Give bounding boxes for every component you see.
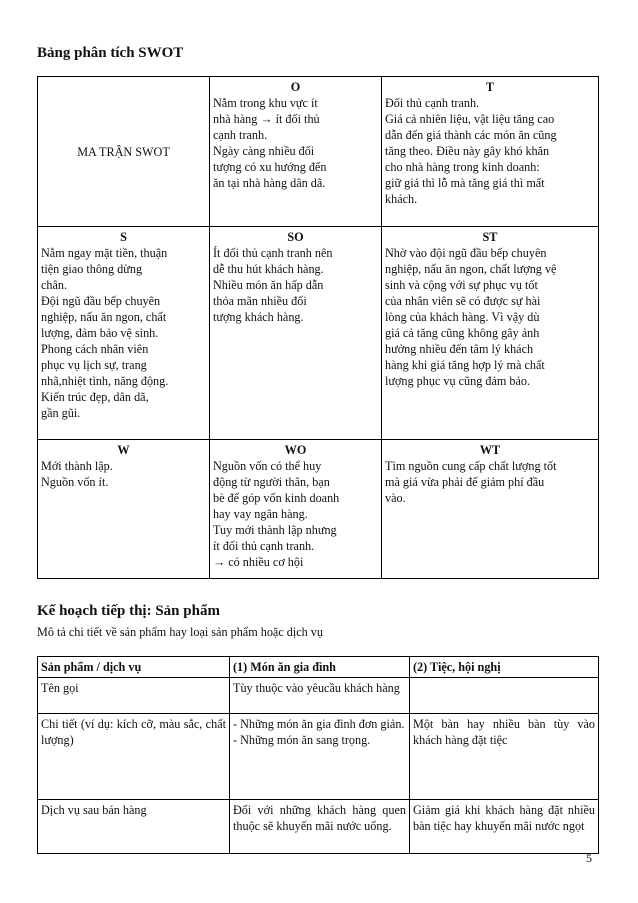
wo-cell: [210, 440, 382, 579]
threats-line: dẫn đến giá thành các món ăn cũng: [385, 128, 557, 142]
table-row: [38, 714, 599, 800]
so-line: dễ thu hút khách hàng.: [213, 262, 324, 276]
weaknesses-line: Mới thành lập.: [41, 459, 113, 473]
swot-matrix-table: [37, 76, 599, 579]
opportunities-line: Nằm trong khu vực ít: [213, 96, 318, 110]
row-label: Chi tiết (ví dụ: kích cỡ, màu sắc, chất lượng): [38, 714, 230, 800]
so-line: thỏa mãn nhiều đối: [213, 294, 307, 308]
wo-line: Tuy mới thành lập nhưng: [213, 523, 337, 537]
wo-title: WO: [284, 443, 307, 457]
row-label: Tên gọi: [38, 678, 230, 714]
table-row: [38, 800, 599, 854]
swot-matrix-label: MA TRẬN SWOT: [77, 144, 170, 159]
st-cell: [382, 227, 599, 440]
strengths-line: Kiến trúc đẹp, dân dã,: [41, 390, 149, 404]
so-line: Nhiều món ăn hấp dẫn: [213, 278, 324, 292]
strengths-line: gần gũi.: [41, 406, 81, 420]
weaknesses-line: Nguồn vốn ít.: [41, 475, 109, 489]
wo-line: Nguồn vốn có thể huy: [213, 459, 322, 473]
so-line: Ít đối thủ cạnh tranh nên: [213, 246, 333, 260]
column-header: Sản phẩm / dịch vụ: [38, 657, 230, 678]
wo-line: bè để góp vốn kinh doanh: [213, 491, 340, 505]
marketing-plan-subtitle: Mô tả chi tiết về sản phẩm hay loại sản phẩm hoặc dịch vụ: [37, 625, 323, 639]
threats-line: Đối thủ cạnh tranh.: [385, 96, 480, 110]
strengths-line: tiện giao thông dừng: [41, 262, 143, 276]
st-line: lượng phục vụ cũng đảm bảo.: [385, 374, 531, 388]
wt-title: WT: [479, 443, 501, 457]
st-line: hưởng nhiều đến tâm lý khách: [385, 342, 534, 356]
strengths-line: Đội ngũ đầu bếp chuyên: [41, 294, 161, 308]
strengths-line: nhã,nhiệt tình, năng động.: [41, 374, 169, 388]
threats-line: cho nhà hàng trong kinh doanh:: [385, 160, 540, 174]
wo-line: động từ người thân, bạn: [213, 475, 330, 489]
threats-line: khách.: [385, 192, 418, 206]
cell-family-meal: Đối với những khách hàng quen thuộc sẽ khuyến mãi nước uống.: [230, 800, 410, 854]
opportunities-line: nhà hàng → ít đối thủ: [213, 112, 320, 126]
opportunities-line: ăn tại nhà hàng dân dã.: [213, 176, 326, 190]
list-item: - Những món ăn sang trọng.: [233, 733, 371, 747]
st-line: giá cả tăng cũng không gây ảnh: [385, 326, 540, 340]
strengths-line: Phong cách nhân viên: [41, 342, 149, 356]
st-line: của nhân viên sẽ có được sự hài: [385, 294, 541, 308]
so-line: tượng khách hàng.: [213, 310, 304, 324]
wt-cell: [382, 440, 599, 579]
threats-cell: [382, 77, 599, 227]
wo-line: → có nhiều cơ hội: [213, 555, 304, 569]
wo-line: hay vay ngân hàng.: [213, 507, 308, 521]
st-title: ST: [482, 230, 498, 244]
strengths-line: Nằm ngay mặt tiền, thuận: [41, 246, 168, 260]
so-title: SO: [287, 230, 304, 244]
swot-matrix-label-cell: [38, 77, 210, 227]
weaknesses-cell: [38, 440, 210, 579]
opportunities-cell: [210, 77, 382, 227]
st-line: lòng của khách hàng. Vì vậy dù: [385, 310, 540, 324]
wo-line: ít đối thủ cạnh tranh.: [213, 539, 315, 553]
product-table-header-row: [38, 657, 599, 678]
table-row: [38, 678, 599, 714]
st-line: sinh và cộng với sự phục vụ tốt: [385, 278, 538, 292]
wt-line: Tìm nguồn cung cấp chất lượng tốt: [385, 459, 557, 473]
cell-party: [410, 678, 599, 714]
swot-heading: Bảng phân tích SWOT: [37, 45, 184, 61]
weaknesses-title: W: [117, 443, 130, 457]
st-line: nghiệp, nấu ăn ngon, chất lượng vệ: [385, 262, 557, 276]
strengths-line: phục vụ lịch sự, trang: [41, 358, 147, 372]
strengths-title: S: [120, 230, 127, 244]
wt-line: vào.: [385, 491, 406, 505]
list-item: - Những món ăn gia đình đơn giản.: [233, 717, 405, 731]
strengths-line: nghiệp, nấu ăn ngon, chất: [41, 310, 167, 324]
cell-family-meal: [230, 714, 410, 800]
cell-family-meal: Tùy thuộc vào yêucầu khách hàng: [230, 678, 410, 714]
threats-title: T: [485, 80, 495, 94]
opportunities-title: O: [290, 80, 301, 94]
st-line: Nhờ vào đội ngũ đầu bếp chuyên: [385, 246, 547, 260]
marketing-plan-heading: Kế hoạch tiếp thị: Sản phẩm: [37, 603, 220, 619]
opportunities-line: tượng có xu hướng đến: [213, 160, 327, 174]
opportunities-line: Ngày càng nhiều đối: [213, 144, 315, 158]
threats-line: Giá cả nhiên liệu, vật liệu tăng cao: [385, 112, 555, 126]
row-label: Dịch vụ sau bán hàng: [38, 800, 230, 854]
strengths-cell: [38, 227, 210, 440]
cell-party: Một bàn hay nhiều bàn tùy vào khách hàng đặt tiệc: [410, 714, 599, 800]
cell-party: Giảm giá khi khách hàng đặt nhiều bàn tiệc hay khuyến mãi nước ngọt: [410, 800, 599, 854]
strengths-line: lượng, đảm bảo vệ sinh.: [41, 326, 159, 340]
so-cell: [210, 227, 382, 440]
wt-line: mà giá vừa phải để giảm phí đầu: [385, 475, 545, 489]
page-number: 5: [586, 851, 592, 865]
threats-line: giữ giá thì lỗ mà tăng giá thì mất: [385, 176, 545, 190]
product-table: [37, 656, 599, 854]
st-line: hàng khi giá tăng hợp lý mà chất: [385, 358, 545, 372]
column-header: (1) Món ăn gia đình: [230, 657, 410, 678]
column-header: (2) Tiệc, hội nghị: [410, 657, 599, 678]
threats-line: tăng theo. Điều này gây khó khăn: [385, 144, 550, 158]
opportunities-line: cạnh tranh.: [213, 128, 268, 142]
strengths-line: chân.: [41, 278, 68, 292]
